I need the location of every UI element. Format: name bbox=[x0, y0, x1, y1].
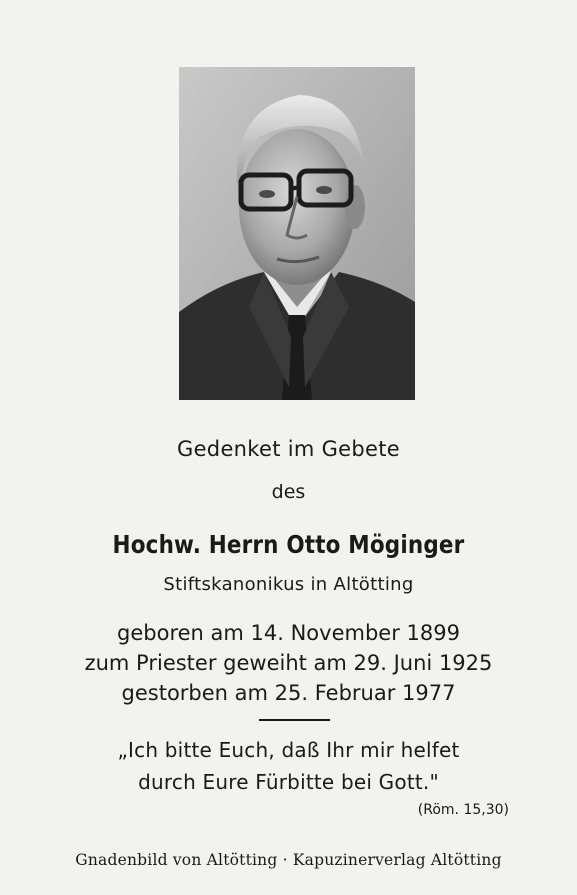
deceased-title: Stiftskanonikus in Altötting bbox=[163, 574, 414, 595]
intro-text: Gedenket im Gebete bbox=[177, 437, 400, 461]
ordination-date-line: zum Priester geweiht am 29. Juni 1925 bbox=[84, 651, 493, 675]
birth-date-line: geboren am 14. November 1899 bbox=[117, 621, 460, 645]
quote-reference: (Röm. 15,30) bbox=[417, 802, 509, 818]
publisher-footer: Gnadenbild von Altötting · Kapuzinerverlag Altötting bbox=[75, 851, 502, 869]
portrait-photo bbox=[179, 67, 415, 400]
deceased-name: Hochw. Herrn Otto Möginger bbox=[112, 530, 465, 559]
death-date-line: gestorben am 25. Februar 1977 bbox=[121, 681, 456, 705]
quote-line-2: durch Eure Fürbitte bei Gott." bbox=[138, 770, 439, 794]
des-text: des bbox=[271, 481, 306, 503]
divider-line bbox=[259, 719, 330, 721]
quote-line-1: „Ich bitte Euch, daß Ihr mir helfet bbox=[117, 738, 460, 762]
